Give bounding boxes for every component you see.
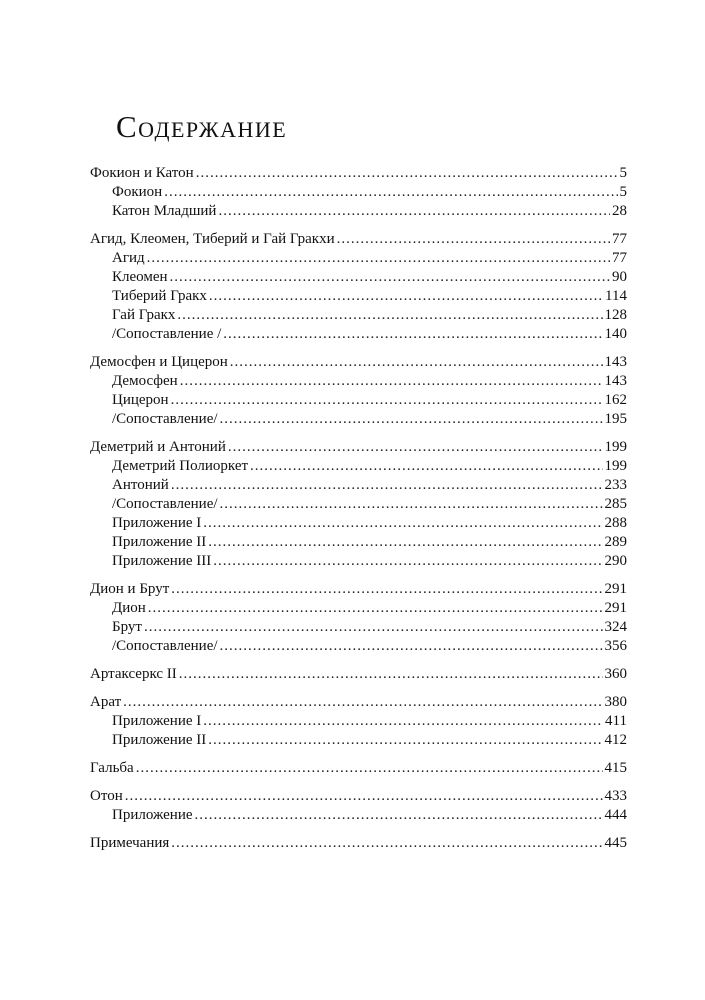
toc-section [90, 580, 627, 656]
toc-subentry-title: /Сопоставление / [112, 326, 222, 342]
dot-leader [170, 268, 610, 287]
toc-subentry[interactable] [90, 599, 627, 618]
toc-entry[interactable] [90, 164, 627, 183]
dot-leader [209, 287, 603, 306]
toc-subentry-title: Приложение II [112, 732, 207, 748]
toc-entry[interactable] [90, 693, 627, 712]
toc-subentry[interactable] [90, 372, 627, 391]
dot-leader [203, 712, 603, 731]
toc-subentry-title: Цицерон [112, 392, 169, 408]
dot-leader [171, 580, 602, 599]
toc-subentry-title: Фокион [112, 184, 163, 200]
page-number: 143 [604, 373, 627, 389]
dot-leader [144, 618, 603, 637]
toc-subentry[interactable] [90, 249, 627, 268]
dot-leader [164, 183, 617, 202]
toc-subentry-title: /Сопоставление/ [112, 638, 218, 654]
page-number: 199 [604, 458, 627, 474]
page-number: 380 [604, 694, 627, 710]
page-number: 356 [604, 638, 627, 654]
page-number: 290 [604, 553, 627, 569]
toc-subentry[interactable] [90, 306, 627, 325]
dot-leader [208, 533, 602, 552]
toc-section [90, 834, 627, 853]
toc-subentry-title: Агид [112, 250, 145, 266]
toc-subentry[interactable] [90, 410, 627, 429]
toc-entry-title: Агид, Клеомен, Тиберий и Гай Гракхи [90, 231, 335, 247]
page-number: 90 [612, 269, 627, 285]
dot-leader [177, 306, 602, 325]
toc-entry[interactable] [90, 580, 627, 599]
toc-subentry-title: Приложение III [112, 553, 212, 569]
dot-leader [179, 665, 603, 684]
dot-leader [213, 552, 602, 571]
page-number: 285 [604, 496, 627, 512]
page-number: 360 [604, 666, 627, 682]
toc-subentry[interactable] [90, 202, 627, 221]
dot-leader [203, 514, 602, 533]
toc-section [90, 693, 627, 750]
toc-entry-title: Дион и Брут [90, 581, 170, 597]
dot-leader [208, 731, 602, 750]
page-number: 411 [605, 713, 627, 729]
dot-leader [171, 391, 603, 410]
toc-subentry[interactable] [90, 183, 627, 202]
toc-section [90, 787, 627, 825]
page-number: 291 [604, 581, 627, 597]
table-of-contents [90, 164, 627, 862]
toc-section [90, 353, 627, 429]
dot-leader [171, 834, 602, 853]
toc-subentry-title: Приложение I [112, 713, 202, 729]
toc-subentry[interactable] [90, 806, 627, 825]
dot-leader [220, 637, 603, 656]
page-number: 412 [604, 732, 627, 748]
toc-subentry-title: Катон Младший [112, 203, 217, 219]
toc-entry[interactable] [90, 834, 627, 853]
toc-entry[interactable] [90, 665, 627, 684]
toc-entry[interactable] [90, 438, 627, 457]
dot-leader [171, 476, 603, 495]
page-number: 114 [605, 288, 627, 304]
dot-leader [136, 759, 603, 778]
page-number: 324 [604, 619, 627, 635]
toc-subentry-title: Антоний [112, 477, 169, 493]
page-number: 77 [612, 231, 627, 247]
toc-subentry-title: Тиберий Гракх [112, 288, 207, 304]
toc-entry-title: Артаксеркс II [90, 666, 177, 682]
toc-subentry-title: Приложение I [112, 515, 202, 531]
dot-leader [228, 438, 603, 457]
toc-entry-title: Отон [90, 788, 123, 804]
toc-subentry[interactable] [90, 618, 627, 637]
toc-entry[interactable] [90, 787, 627, 806]
toc-subentry-title: Приложение II [112, 534, 207, 550]
page-number: 5 [619, 184, 627, 200]
page-number: 77 [612, 250, 627, 266]
toc-entry-title: Фокион и Катон [90, 165, 194, 181]
toc-subentry[interactable] [90, 552, 627, 571]
page-number: 415 [604, 760, 627, 776]
toc-subentry[interactable] [90, 533, 627, 552]
toc-subentry-title: Гай Гракх [112, 307, 176, 323]
toc-subentry-title: Клеомен [112, 269, 168, 285]
toc-subentry-title: /Сопоставление/ [112, 411, 218, 427]
toc-subentry[interactable] [90, 495, 627, 514]
page-number: 291 [604, 600, 627, 616]
dot-leader [220, 495, 603, 514]
page-number: 143 [604, 354, 627, 370]
toc-subentry-title: Приложение [112, 807, 193, 823]
toc-entry-title: Деметрий и Антоний [90, 439, 226, 455]
page-number: 288 [604, 515, 627, 531]
page-number: 195 [604, 411, 627, 427]
page-title: Содержание [116, 108, 288, 144]
toc-subentry-title: Дион [112, 600, 146, 616]
page-number: 5 [619, 165, 627, 181]
toc-subentry-title: Деметрий Полиоркет [112, 458, 249, 474]
toc-entry[interactable] [90, 353, 627, 372]
dot-leader [125, 787, 603, 806]
toc-entry-title: Демосфен и Цицерон [90, 354, 228, 370]
dot-leader [220, 410, 603, 429]
dot-leader [147, 249, 610, 268]
toc-subentry[interactable] [90, 268, 627, 287]
page-number: 199 [604, 439, 627, 455]
page-number: 233 [604, 477, 627, 493]
toc-subentry-title: Демосфен [112, 373, 178, 389]
page-number: 140 [604, 326, 627, 342]
toc-subentry[interactable] [90, 325, 627, 344]
page-number: 128 [604, 307, 627, 323]
dot-leader [180, 372, 603, 391]
dot-leader [123, 693, 602, 712]
dot-leader [337, 230, 610, 249]
toc-subentry[interactable] [90, 287, 627, 306]
toc-subentry-title: Брут [112, 619, 142, 635]
toc-subentry[interactable] [90, 391, 627, 410]
toc-entry-title: Примечания [90, 835, 170, 851]
dot-leader [148, 599, 603, 618]
toc-subentry[interactable] [90, 731, 627, 750]
page-number: 433 [604, 788, 627, 804]
toc-section [90, 438, 627, 571]
toc-section [90, 759, 627, 778]
toc-subentry[interactable] [90, 637, 627, 656]
toc-subentry[interactable] [90, 476, 627, 495]
toc-section [90, 230, 627, 344]
page-number: 162 [604, 392, 627, 408]
dot-leader [218, 202, 610, 221]
toc-subentry[interactable] [90, 514, 627, 533]
toc-subentry-title: /Сопоставление/ [112, 496, 218, 512]
dot-leader [195, 806, 603, 825]
toc-entry-title: Гальба [90, 760, 134, 776]
dot-leader [223, 325, 602, 344]
toc-entry-title: Арат [90, 694, 122, 710]
toc-subentry[interactable] [90, 457, 627, 476]
page-number: 28 [612, 203, 627, 219]
page-number: 289 [604, 534, 627, 550]
page-number: 445 [604, 835, 627, 851]
dot-leader [196, 164, 618, 183]
dot-leader [230, 353, 603, 372]
toc-entry[interactable] [90, 230, 627, 249]
page-number: 444 [604, 807, 627, 823]
toc-section [90, 665, 627, 684]
toc-section [90, 164, 627, 221]
toc-subentry[interactable] [90, 712, 627, 731]
dot-leader [250, 457, 602, 476]
toc-entry[interactable] [90, 759, 627, 778]
